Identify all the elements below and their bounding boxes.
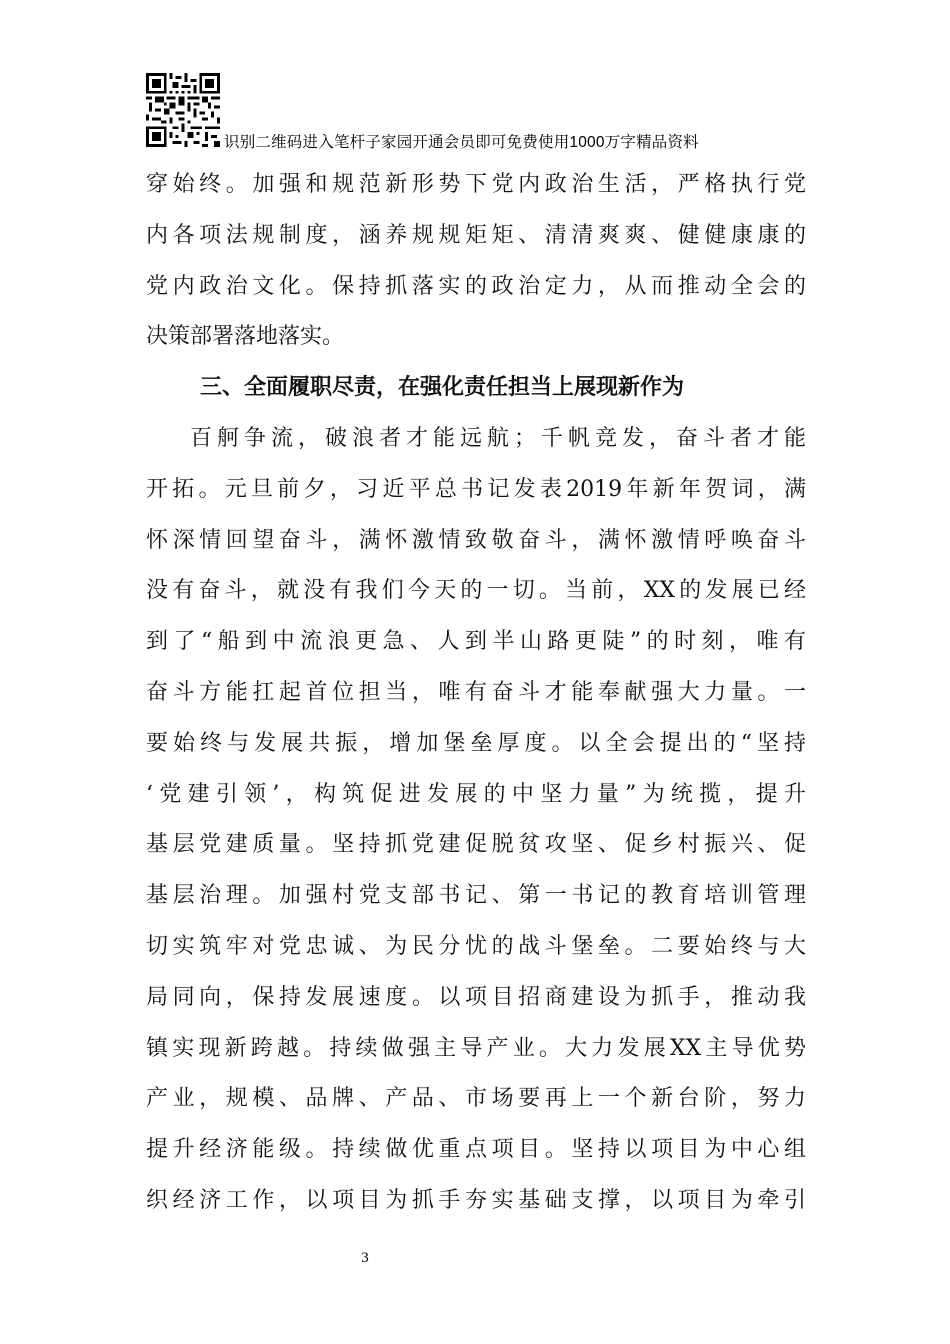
text-line: 决策部署落地落实。 bbox=[146, 324, 345, 350]
text-line: 到了“船到中流浪更急、人到半山路更陡”的时刻，唯有 bbox=[146, 629, 806, 655]
text-line: 党内政治文化。保持抓落实的政治定力，从而推动全会的 bbox=[146, 273, 806, 299]
text-line: 局同向，保持发展速度。以项目招商建设为抓手，推动我 bbox=[146, 984, 806, 1010]
text-line: 镇实现新跨越。持续做强主导产业。大力发展XX主导优势 bbox=[146, 1035, 806, 1061]
text-line: 开拓。元旦前夕，习近平总书记发表2019年新年贺词，满 bbox=[146, 476, 806, 502]
qr-code-icon bbox=[146, 73, 220, 147]
text-line: 基层治理。加强村党支部书记、第一书记的教育培训管理 bbox=[146, 883, 806, 909]
text-line: ‘党建引领’，构筑促进发展的中坚力量”为统揽，提升 bbox=[146, 781, 806, 807]
text-line: 穿始终。加强和规范新形势下党内政治生活，严格执行党 bbox=[146, 172, 806, 197]
text-line: 内各项法规制度，涵养规规矩矩、清清爽爽、健健康康的 bbox=[146, 222, 806, 248]
section-heading: 三、全面履职尽责，在强化责任担当上展现新作为 bbox=[200, 375, 685, 401]
text-line: 基层党建质量。坚持抓党建促脱贫攻坚、促乡村振兴、促 bbox=[146, 832, 806, 858]
text-line: 提升经济能级。持续做优重点项目。坚持以项目为中心组 bbox=[146, 1137, 806, 1163]
text-line: 产业，规模、品牌、产品、市场要再上一个新台阶，努力 bbox=[146, 1086, 806, 1112]
text-line: 织经济工作，以项目为抓手夯实基础支撑，以项目为牵引 bbox=[146, 1187, 806, 1213]
header-note: 识别二维码进入笔杆子家园开通会员即可免费使用1000万字精品资料 bbox=[224, 134, 699, 151]
text-line: 怀深情回望奋斗，满怀激情致敬奋斗，满怀激情呼唤奋斗 bbox=[146, 527, 806, 553]
text-line: 切实筑牢对党忠诚、为民分忧的战斗堡垒。二要始终与大 bbox=[146, 933, 806, 959]
text-line: 百舸争流，破浪者才能远航；千帆竞发，奋斗者才能 bbox=[190, 425, 806, 451]
text-line: 没有奋斗，就没有我们今天的一切。当前，XX的发展已经 bbox=[146, 578, 806, 604]
text-line: 奋斗方能扛起首位担当，唯有奋斗才能奉献强大力量。一 bbox=[146, 679, 806, 705]
document-body bbox=[146, 160, 806, 1227]
text-line: 要始终与发展共振，增加堡垒厚度。以全会提出的“坚持 bbox=[146, 730, 806, 756]
page-number: 3 bbox=[361, 1250, 369, 1266]
